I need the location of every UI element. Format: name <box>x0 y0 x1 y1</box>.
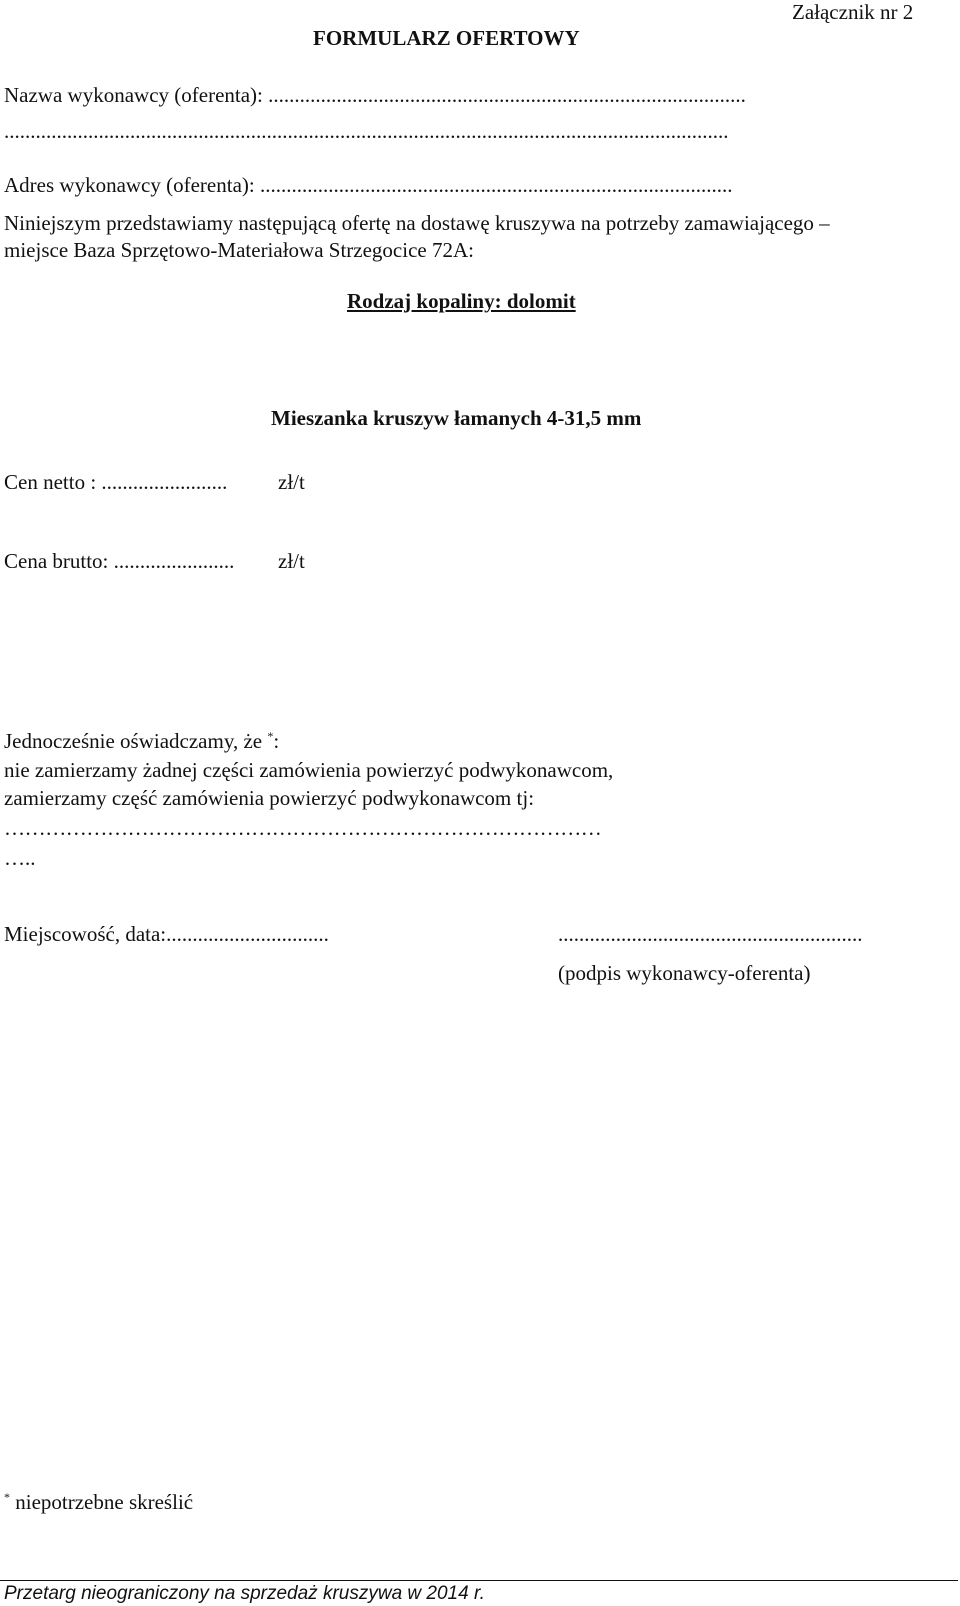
gross-price-unit: zł/t <box>278 549 305 573</box>
declaration-option-1: nie zamierzamy żadnej części zamówienia powierzyć podwykonawcom, <box>4 758 614 782</box>
attachment-label: Załącznik nr 2 <box>792 0 914 24</box>
declaration-intro-text: Jednocześnie oświadczamy, że <box>4 729 263 753</box>
place-date-field: Miejscowość, data:............................... <box>4 922 329 946</box>
declaration-colon: : <box>273 729 280 753</box>
net-price-label: Cen netto : ........................ <box>4 470 228 494</box>
net-price-unit: zł/t <box>278 470 305 494</box>
signature-label: (podpis wykonawcy-oferenta) <box>558 961 811 985</box>
contractor-name-line: Nazwa wykonawcy (oferenta): ........................................................................................... <box>4 83 746 107</box>
intro-line-1: Niniejszym przedstawiamy następującą ofertę na dostawę kruszywa na potrzeby zamawiającego – <box>4 211 830 235</box>
footer-divider <box>0 1580 958 1581</box>
declaration-option-2: zamierzamy część zamówienia powierzyć podwykonawcom tj: <box>4 786 535 810</box>
subcontractor-dots-tail: ….. <box>4 846 36 870</box>
contractor-name-continuation: .......................................................................................................................................... <box>4 119 729 143</box>
contractor-address-line: Adres wykonawcy (oferenta): .......................................................................................... <box>4 173 733 197</box>
declaration-asterisk: * <box>267 729 274 743</box>
material-heading: Rodzaj kopaliny: dolomit <box>347 289 576 313</box>
footnote-text: niepotrzebne skreślić <box>10 1490 194 1514</box>
gross-price-label: Cena brutto: ....................... <box>4 549 235 573</box>
page-title: FORMULARZ OFERTOWY <box>313 26 580 50</box>
footnote-asterisk: * <box>4 1490 10 1504</box>
signature-dots: .......................................................... <box>558 922 863 946</box>
declaration-intro <box>4 729 279 754</box>
footer-text: Przetarg nieograniczony na sprzedaż kruszywa w 2014 r. <box>4 1583 485 1604</box>
product-name: Mieszanka kruszyw łamanych 4-31,5 mm <box>271 406 642 430</box>
intro-line-2: miejsce Baza Sprzętowo-Materiałowa Strzegocice 72A: <box>4 238 474 262</box>
footnote <box>4 1490 193 1515</box>
subcontractor-dots-line: …………………………………………………………………………… <box>4 816 602 840</box>
